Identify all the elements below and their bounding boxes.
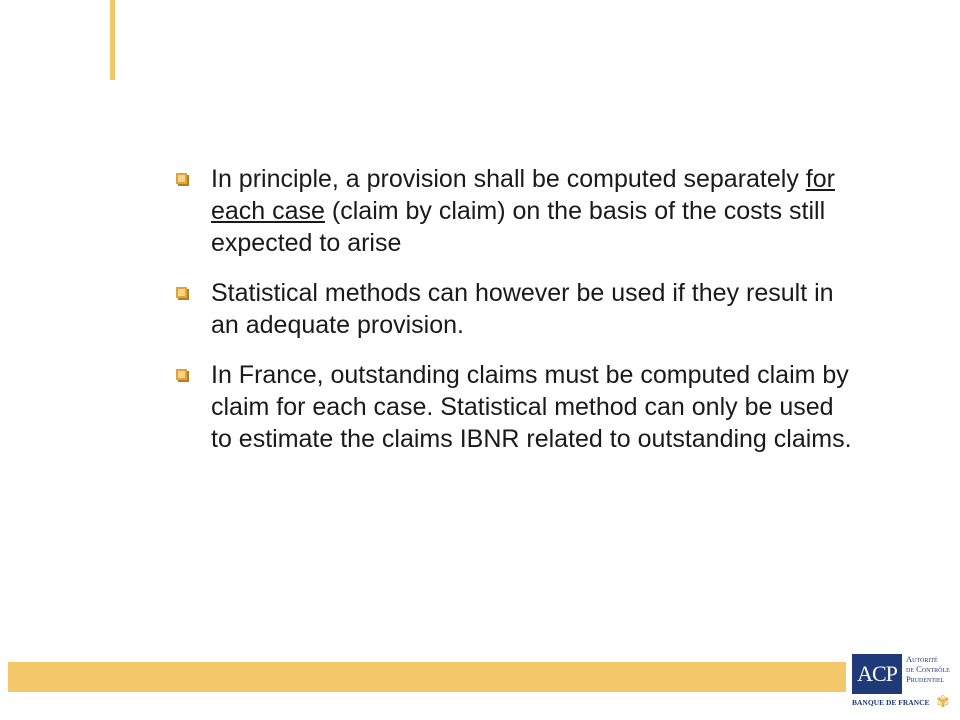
- emblem-icon: ✾: [936, 694, 950, 711]
- logo-line-3: Prudentiel: [906, 674, 945, 684]
- bullet-text-before: In principle, a provision shall be computed separately: [211, 165, 806, 193]
- bullet-text: In France, outstanding claims must be computed claim by claim for each case. Statistical method can only be used to estimate the claims IBNR related to outstanding claims.: [211, 361, 852, 453]
- bullet-text-underlined: for each case: [211, 165, 835, 225]
- square-bullet-icon: [176, 287, 187, 298]
- bullet-item: [176, 163, 856, 259]
- acp-logo: [848, 650, 960, 720]
- logo-line-2: de Contrôle: [906, 664, 950, 674]
- bullet-item: [176, 359, 856, 455]
- square-bullet-icon: [176, 173, 187, 184]
- square-bullet-icon: [176, 369, 187, 380]
- bullet-text-after: (claim by claim) on the basis of the costs still expected to arise: [211, 197, 826, 257]
- logo-abbrev: ACP: [852, 654, 902, 694]
- slide-content: [176, 163, 856, 473]
- footer-band: [8, 662, 846, 692]
- logo-line-1: Autorité: [906, 654, 938, 664]
- logo-name: [906, 654, 960, 684]
- bullet-text: Statistical methods can however be used if they result in an adequate provision.: [211, 279, 834, 339]
- bullet-item: [176, 277, 856, 341]
- vertical-accent-bar: [110, 0, 115, 80]
- logo-parent: BANQUE DE FRANCE: [852, 698, 930, 707]
